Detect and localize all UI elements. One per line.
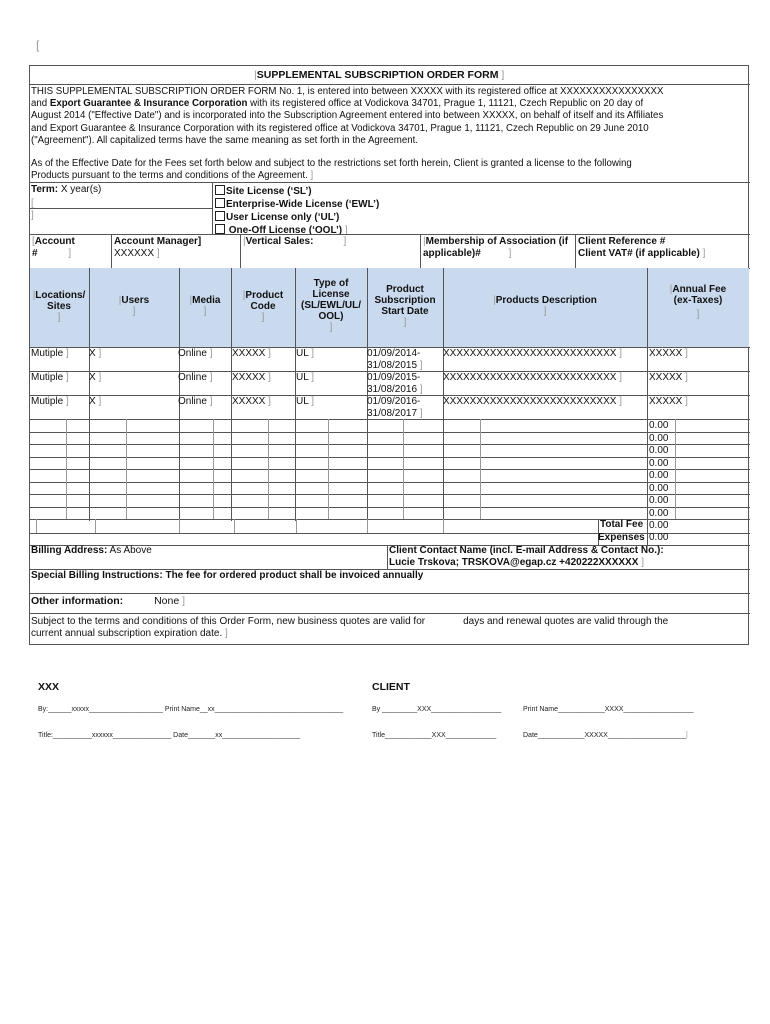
col-divider [367, 519, 368, 533]
col-divider [95, 519, 96, 533]
divider [111, 234, 112, 268]
header-start-date: Product Subscription Start Date ] [374, 284, 436, 328]
divider [29, 234, 750, 235]
col-divider [179, 519, 180, 533]
client-contact: Client Contact Name (incl. E-mail Address & Contact No.): Lucie Trskova; TRSKOVA@egap.cz +420222XXXXXX ] [389, 545, 664, 568]
divider [29, 613, 750, 614]
term-label: Term: X year(s) [31, 184, 102, 195]
vertical-sales-cell: |Vertical Sales: ] [243, 236, 347, 247]
header-users: |Users ] [118, 295, 150, 317]
checkbox[interactable] [215, 224, 225, 234]
billing-address: Billing Address: As Above [31, 545, 152, 556]
account-manager-cell: Account Manager] XXXXXX ] [114, 236, 202, 259]
empty-fee-column: 0.00 0.00 0.00 0.00 0.00 0.00 0.00 0.00 0.00 [649, 420, 669, 531]
col-divider [443, 519, 444, 533]
header-locations: |Locations/ Sites ] [32, 290, 86, 323]
divider [240, 234, 241, 268]
intro-paragraph: THIS SUPPLEMENTAL SUBSCRIPTION ORDER FORM No. 1, is entered into between XXXXX with its registered office at XXXXXXXXXXXXXXXX and Export Guarantee & Insurance Corporation with its registered office at Vodickova 34701, Prague 1, 11121, Czech Republic on 20 day of August 2014 ("Effective Date") and is incorporated into the Subscription Agreement entered into between XXXXX, on behalf of itself and its Affiliates and Export Guarantee & Insurance Corporation with its registered office at Vodickova 34701, Prague 1, 11121, Czech Republic on 29 June 2010 ("Agreement"). All capitalized terms have the same meaning as set forth in the Agreement. As of the Effective Date for the Fees set forth below and subject to the restrictions set forth herein, Client is granted a license to the following Products pursuant to the terms and conditions of the Agreement. ] [31, 86, 664, 182]
col-divider [387, 545, 388, 569]
col-divider [647, 268, 648, 545]
signature-line-by-right[interactable]: By _________XXX__________________ [372, 706, 502, 713]
signature-line-title-left[interactable]: Title:__________xxxxxx_______________ Date_______xx____________________ [38, 732, 301, 739]
signature-line-by-left[interactable]: By:______xxxxx___________________ Print Name__xx_________________________________ [38, 706, 344, 713]
divider [29, 182, 750, 183]
other-information: Other information: None ] [31, 595, 186, 607]
col-divider [234, 519, 235, 533]
total-fee-label: Total Fee [600, 519, 644, 530]
col-divider [296, 519, 297, 533]
checkbox[interactable] [215, 198, 225, 208]
header-product-code: |Product Code ] [242, 290, 284, 323]
client-reference-cell: Client Reference # Client VAT# (if applicable) ] [578, 236, 706, 259]
stray-bracket: [ [36, 38, 40, 52]
term-bracket: [ [31, 198, 34, 209]
expenses-label: Expenses [598, 532, 645, 543]
membership-cell: |Membership of Association (if applicable)# ] [423, 236, 569, 259]
license-option-sl[interactable]: Site License (‘SL’) [215, 185, 379, 198]
signature-party-right: CLIENT [372, 681, 410, 693]
divider [29, 419, 750, 420]
signature-line-date-right[interactable]: Date____________XXXXX____________________] [523, 732, 688, 739]
signature-line-print-right[interactable]: Print Name____________XXXX__________________ [523, 706, 694, 713]
header-license-type: Type of License (SL/EWL/UL/ OOL) ] [301, 278, 361, 333]
divider [420, 234, 421, 268]
checkbox[interactable] [215, 211, 225, 221]
form-title: |SUPPLEMENTAL SUBSCRIPTION ORDER FORM ] [254, 69, 505, 81]
header-annual-fee: |Annual Fee (ex-Taxes) ] [669, 284, 727, 320]
divider [29, 593, 750, 594]
account-cell: [Account # ] [32, 236, 75, 259]
header-description: |Products Description ] [493, 295, 597, 317]
license-options [215, 185, 379, 237]
divider [29, 84, 750, 85]
term-bracket-2: ] [31, 210, 34, 221]
expenses-value: 0.00 [649, 532, 669, 543]
signature-party-left: XXX [38, 681, 60, 693]
col-divider [36, 519, 37, 533]
header-media: |Media ] [189, 295, 221, 317]
checkbox[interactable] [215, 185, 225, 195]
signature-line-title-right[interactable]: Title____________XXX_____________ [372, 732, 497, 739]
license-option-ul[interactable]: User License only (‘UL’) [215, 211, 379, 224]
divider [29, 208, 212, 209]
license-option-ool[interactable]: One-Off License (‘OOL’) ] [215, 224, 379, 237]
divider [212, 182, 213, 234]
special-billing-instructions: Special Billing Instructions: The fee for ordered product shall be invoiced annually [31, 570, 424, 581]
quote-validity: Subject to the terms and conditions of this Order Form, new business quotes are valid for days and renewal quotes are valid through the current annual subscription expiration date. ] [31, 616, 669, 639]
divider [575, 234, 576, 268]
license-option-ewl[interactable]: Enterprise-Wide License (‘EWL’) [215, 198, 379, 211]
